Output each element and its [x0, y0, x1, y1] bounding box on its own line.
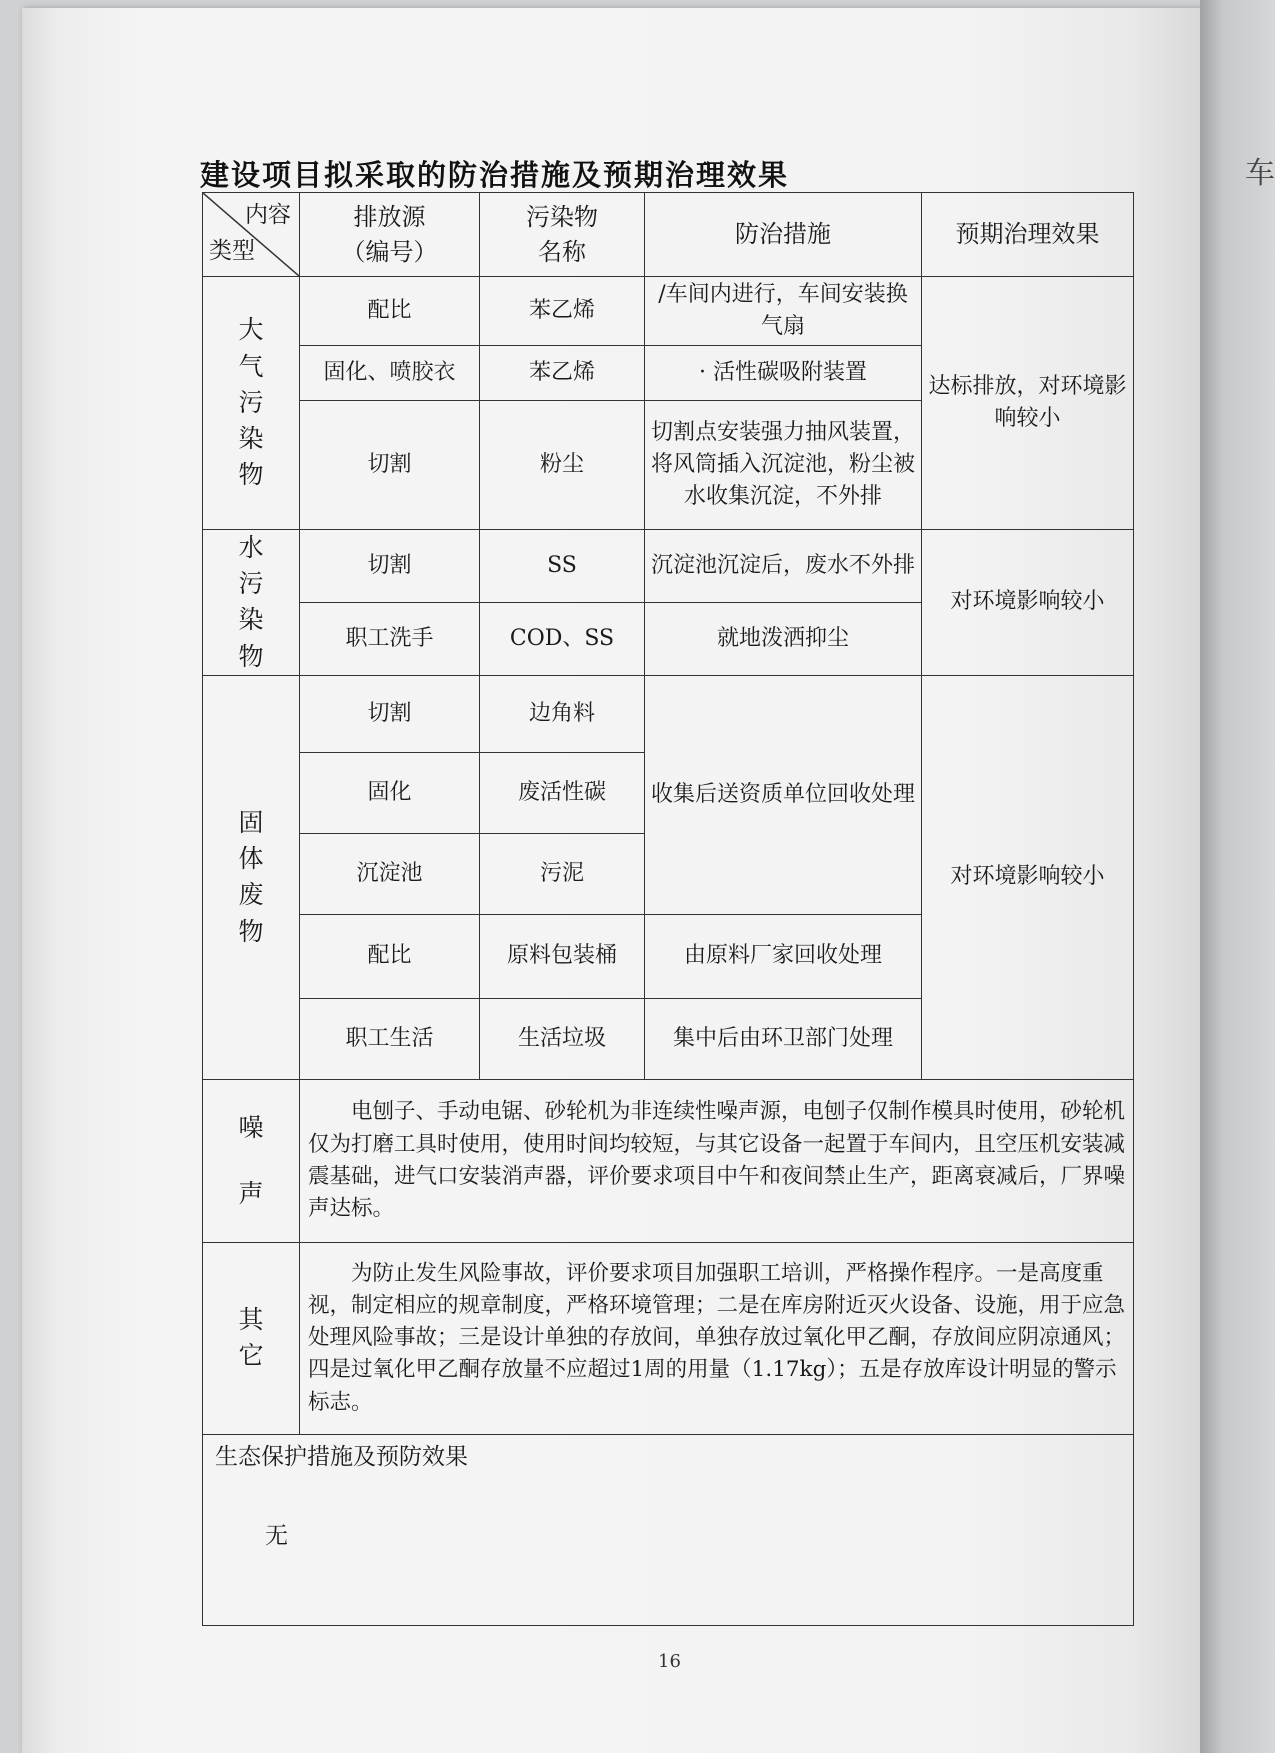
header-source-line2: （编号）: [341, 237, 438, 266]
pollutant-cell: 粉尘: [480, 400, 645, 529]
category-char: 其: [238, 1305, 264, 1335]
category-char: 声: [238, 1178, 264, 1208]
table-row-other: [203, 1242, 1134, 1434]
source-cell: 切割: [300, 400, 480, 529]
ecology-cell: [203, 1434, 1134, 1625]
pollutant-cell: 苯乙烯: [480, 277, 645, 346]
category-char: 噪: [238, 1112, 264, 1142]
category-char: 物: [238, 916, 264, 946]
header-pollutant-line2: 名称: [538, 237, 586, 266]
table-row-ecology: [203, 1434, 1134, 1625]
source-cell: 固化: [300, 752, 480, 833]
source-cell: 职工生活: [300, 998, 480, 1079]
table-row: [203, 277, 1134, 346]
table-header-row: [203, 193, 1134, 277]
category-char: 物: [238, 641, 264, 671]
effect-water: 对环境影响较小: [922, 529, 1134, 675]
category-char: 固: [238, 807, 264, 837]
category-char: 水: [238, 532, 264, 562]
other-text: 为防止发生风险事故，评价要求项目加强职工培训，严格操作程序。一是高度重视，制定相应的规章制度，严格环境管理；二是在库房附近灭火设备、设施，用于应急处理风险事故；三是设计单独的存放间，单独存放过氧化甲乙酮，存放间应阴凉通风；四是过氧化甲乙酮存放量不应超过1周的用量（1.17kg）；五是存放库设计明显的警示标志。: [300, 1242, 1134, 1434]
adjacent-page-edge: [1200, 0, 1275, 1753]
category-air: [203, 277, 300, 530]
ecology-value: 无: [265, 1523, 288, 1550]
pollutant-cell: 原料包装桶: [480, 914, 645, 998]
measure-cell: 切割点安装强力抽风装置，将风筒插入沉淀池，粉尘被水收集沉淀，不外排: [645, 400, 922, 529]
pollutant-cell: 废活性碳: [480, 752, 645, 833]
header-type-label: 类型: [209, 237, 255, 264]
header-pollutant: [480, 193, 645, 277]
measure-merged: 收集后送资质单位回收处理: [645, 675, 922, 914]
category-char: 废: [238, 880, 264, 910]
pollutant-cell: 污泥: [480, 833, 645, 914]
category-char: 大: [238, 315, 264, 345]
effect-solid: 对环境影响较小: [922, 675, 1134, 1079]
measure-cell: · 活性碳吸附装置: [645, 345, 922, 400]
adjacent-page-glyph: 车: [1245, 156, 1275, 191]
pollutant-cell: COD、SS: [480, 602, 645, 675]
category-char: 染: [238, 424, 264, 454]
source-cell: 切割: [300, 529, 480, 602]
noise-text: 电刨子、手动电锯、砂轮机为非连续性噪声源，电刨子仅制作模具时使用，砂轮机仅为打磨工具时使用，使用时间均较短，与其它设备一起置于车间内，且空压机安装减震基础，进气口安装消声器，评价要求项目中午和夜间禁止生产，距离衰减后，厂界噪声达标。: [300, 1079, 1134, 1242]
pollutant-cell: 苯乙烯: [480, 345, 645, 400]
header-source: [300, 193, 480, 277]
table-row: [203, 529, 1134, 602]
source-cell: 沉淀池: [300, 833, 480, 914]
page-number: 16: [658, 1651, 681, 1672]
header-source-line1: 排放源: [353, 202, 426, 231]
pollutant-cell: 边角料: [480, 675, 645, 752]
header-content-label: 内容: [245, 202, 291, 228]
category-char: 体: [238, 844, 264, 874]
source-cell: 切割: [300, 675, 480, 752]
category-water: [203, 529, 300, 675]
measure-cell: 集中后由环卫部门处理: [645, 998, 922, 1079]
source-cell: 配比: [300, 277, 480, 346]
source-cell: 配比: [300, 914, 480, 998]
measure-cell: 就地泼洒抑尘: [645, 602, 922, 675]
pollutant-cell: 生活垃圾: [480, 998, 645, 1079]
measure-cell: 由原料厂家回收处理: [645, 914, 922, 998]
source-cell: 固化、喷胶衣: [300, 345, 480, 400]
pollutant-cell: SS: [480, 529, 645, 602]
source-cell: 职工洗手: [300, 602, 480, 675]
category-char: 物: [238, 460, 264, 490]
ecology-title: 生态保护措施及预防效果: [215, 1443, 468, 1470]
category-solid: [203, 675, 300, 1079]
page-title: 建设项目拟采取的防治措施及预期治理效果: [200, 158, 790, 192]
category-char: 它: [238, 1341, 264, 1371]
diagonal-header-cell: [203, 193, 300, 277]
table-row: [203, 675, 1134, 752]
category-char: 污: [238, 569, 264, 599]
category-other: [203, 1242, 300, 1434]
category-noise: [203, 1079, 300, 1242]
header-measures: 防治措施: [645, 193, 922, 277]
header-effect: 预期治理效果: [922, 193, 1134, 277]
effect-air: 达标排放，对环境影响较小: [922, 277, 1134, 530]
measure-cell: 沉淀池沉淀后，废水不外排: [645, 529, 922, 602]
measure-cell: /车间内进行，车间安装换气扇: [645, 277, 922, 346]
table-row-noise: [203, 1079, 1134, 1242]
category-char: 染: [238, 605, 264, 635]
category-char: 气: [238, 351, 264, 381]
category-char: 污: [238, 387, 264, 417]
measures-table: [202, 192, 1134, 1626]
header-pollutant-line1: 污染物: [526, 202, 598, 231]
